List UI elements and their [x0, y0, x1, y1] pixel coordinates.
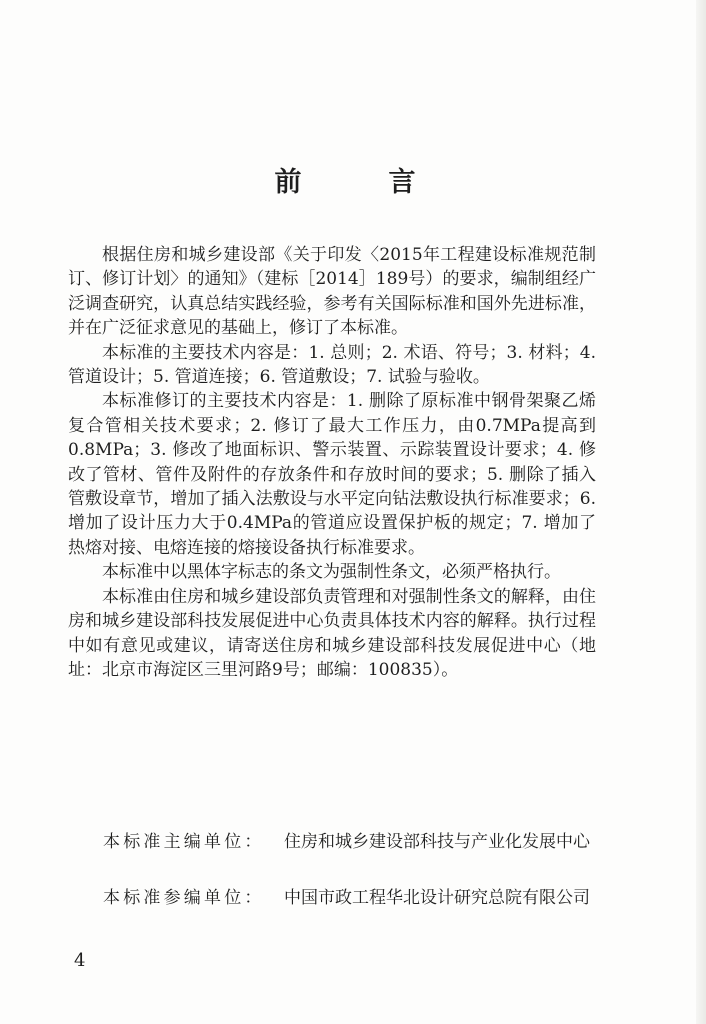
paragraph-main-contents: 本标准的主要技术内容是：1. 总则；2. 术语、符号；3. 材料；4. 管道设计；5. 管道连接；6. 管道敷设；7. 试验与验收。: [68, 342, 596, 388]
preface-body: [68, 243, 596, 682]
participating-value: 中国市政工程华北设计研究总院有限公司: [284, 888, 590, 908]
page-number: 4: [74, 950, 86, 971]
participating-label: 本标准参编单位：: [103, 888, 265, 908]
page-title: 前 言: [274, 167, 446, 198]
chief-editor-value: 住房和城乡建设部科技与产业化发展中心: [284, 832, 590, 852]
page-edge-shadow: [696, 0, 706, 1024]
paragraph-compilation-basis: 根据住房和城乡建设部《关于印发〈2015年工程建设标准规范制订、修订计划〉的通知》（建标［2014］189号）的要求，编制组经广泛调查研究，认真总结实践经验，参考有关国际标准和国外先进标准，并在广泛征求意见的基础上，修订了本标准。: [68, 245, 596, 339]
chief-editor-label: 本标准主编单位：: [103, 832, 265, 852]
paragraph-revision-contents: 本标准修订的主要技术内容是：1. 删除了原标准中钢骨架聚乙烯复合管相关技术要求；2. 修订了最大工作压力，由0.7MPa提高到0.8MPa；3. 修改了地面标识、警示装置、示踪装置设计要求；4. 修改了管材、管件及附件的存放条件和存放时间的要求；5. 删除了插入管敷设章节，增加了插入法敷设与水平定向钻法敷设执行标准要求；6. 增加了设计压力大于0.4MPa的管道应设置保护板的规定；7. 增加了热熔对接、电熔连接的熔接设备执行标准要求。: [68, 391, 596, 558]
paragraph-mandatory-clauses: 本标准中以黑体字标志的条文为强制性条文，必须严格执行。: [102, 562, 561, 583]
paragraph-management: 本标准由住房和城乡建设部负责管理和对强制性条文的解释，由住房和城乡建设部科技发展促进中心负责具体技术内容的解释。执行过程中如有意见或建议，请寄送住房和城乡建设部科技发展促进中心（地址：北京市海淀区三里河路9号；邮编：100835）。: [68, 586, 596, 680]
